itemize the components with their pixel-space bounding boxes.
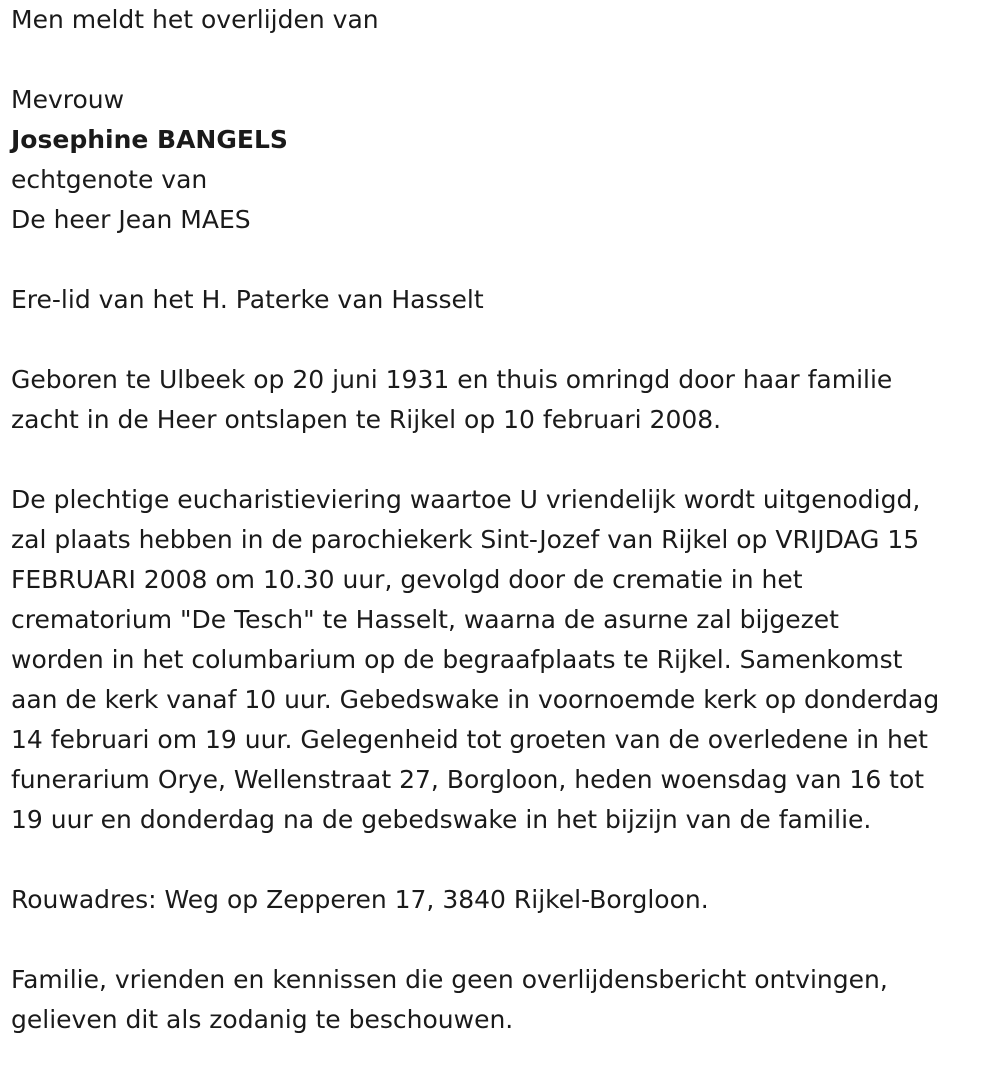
obituary-notice	[11, 0, 996, 1040]
paragraph-line: funerarium Orye, Wellenstraat 27, Borgloon, heden woensdag van 16 tot	[11, 765, 925, 794]
mourning-address: Rouwadres: Weg op Zepperen 17, 3840 Rijkel-Borgloon.	[11, 885, 709, 914]
paragraph-line: 14 februari om 19 uur. Gelegenheid tot groeten van de overledene in het	[11, 725, 928, 754]
honorary-membership: Ere-lid van het H. Paterke van Hasselt	[11, 285, 484, 314]
birth-death-paragraph	[11, 360, 996, 440]
deceased-name: Josephine BANGELS	[11, 125, 288, 154]
paragraph-line: gelieven dit als zodanig te beschouwen.	[11, 1005, 514, 1034]
spacer	[11, 440, 996, 480]
relation-text: echtgenote van	[11, 165, 208, 194]
paragraph-line: zacht in de Heer ontslapen te Rijkel op 10 februari 2008.	[11, 405, 722, 434]
ceremony-paragraph	[11, 480, 996, 840]
spacer	[11, 40, 996, 80]
paragraph-line: 19 uur en donderdag na de gebedswake in het bijzijn van de familie.	[11, 805, 872, 834]
spacer	[11, 840, 996, 880]
spacer	[11, 240, 996, 280]
salutation: Mevrouw	[11, 85, 125, 114]
closing-paragraph	[11, 960, 996, 1040]
spouse-name: De heer Jean MAES	[11, 205, 251, 234]
spacer	[11, 320, 996, 360]
paragraph-line: crematorium "De Tesch" te Hasselt, waarna de asurne zal bijgezet	[11, 605, 839, 634]
paragraph-line: Familie, vrienden en kennissen die geen overlijdensbericht ontvingen,	[11, 965, 888, 994]
paragraph-line: De plechtige eucharistieviering waartoe U vriendelijk wordt uitgenodigd,	[11, 485, 921, 514]
paragraph-line: Geboren te Ulbeek op 20 juni 1931 en thuis omringd door haar familie	[11, 365, 893, 394]
intro-text: Men meldt het overlijden van	[11, 5, 379, 34]
paragraph-line: worden in het columbarium op de begraafplaats te Rijkel. Samenkomst	[11, 645, 903, 674]
paragraph-line: FEBRUARI 2008 om 10.30 uur, gevolgd door de crematie in het	[11, 565, 803, 594]
paragraph-line: aan de kerk vanaf 10 uur. Gebedswake in voornoemde kerk op donderdag	[11, 685, 940, 714]
paragraph-line: zal plaats hebben in de parochiekerk Sint-Jozef van Rijkel op VRIJDAG 15	[11, 525, 920, 554]
spacer	[11, 920, 996, 960]
